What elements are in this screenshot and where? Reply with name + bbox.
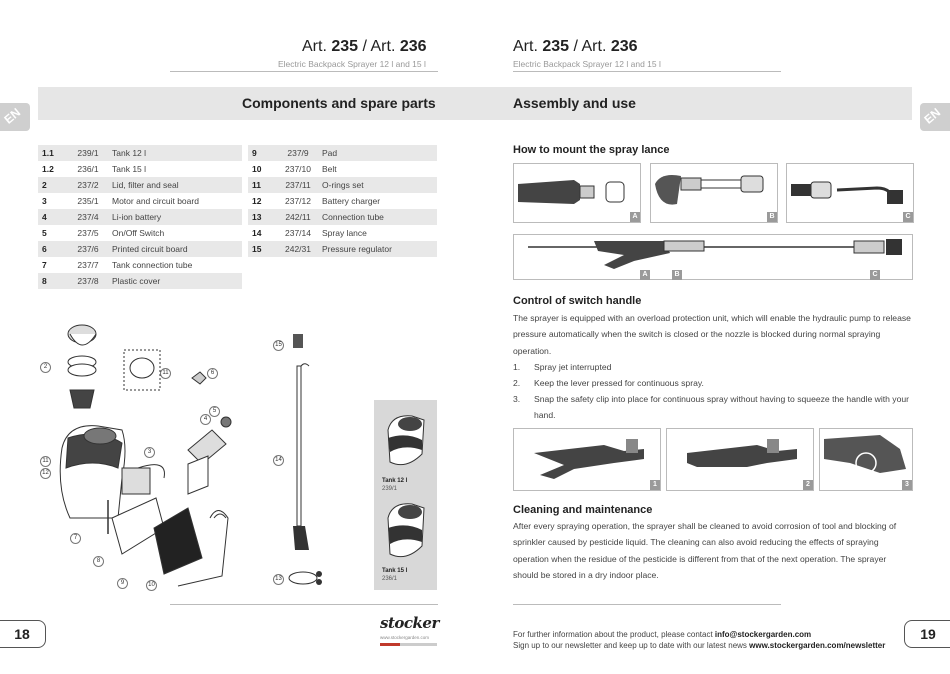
- language-tab-left: EN: [0, 103, 30, 131]
- callout-7: 7: [70, 533, 81, 544]
- switch-part: [188, 417, 231, 494]
- language-tab-right: EN: [920, 103, 950, 131]
- lance-tag-c: C: [870, 270, 880, 280]
- part-name: Tank 15 l: [112, 164, 147, 174]
- handle-tag-3: 3: [902, 480, 912, 490]
- callout-10: 10: [146, 580, 157, 591]
- parts-row: [38, 241, 242, 257]
- article-number: 237/9: [278, 145, 318, 161]
- handle-image-1: [513, 428, 661, 491]
- part-name: Plastic cover: [108, 273, 242, 289]
- newsletter-link[interactable]: www.stockergarden.com/newsletter: [749, 640, 886, 650]
- article-number: 237/2: [68, 177, 108, 193]
- part-name: Lid, filter and seal: [108, 177, 242, 193]
- callout-3: 3: [144, 447, 155, 458]
- parts-row: [248, 225, 437, 241]
- contact-email-link[interactable]: info@stockergarden.com: [714, 630, 812, 639]
- handle-tag-2: 2: [803, 480, 813, 490]
- part-name: On/Off Switch: [112, 228, 165, 238]
- part-number: 6: [38, 241, 68, 257]
- article-number: 235/1: [77, 196, 99, 206]
- callout-15: 15: [273, 340, 284, 351]
- tank-15-image: [382, 498, 430, 564]
- step-2: 2. Keep the lever pressed for continuous spray.: [513, 378, 704, 388]
- right-header-divider: [513, 71, 781, 72]
- article-number: 237/6: [68, 241, 108, 257]
- full-lance-image: [513, 234, 913, 280]
- mount-tag-b: B: [767, 212, 777, 222]
- logo-bar-red: [380, 643, 400, 646]
- tank-12-label: Tank 12 l: [382, 478, 408, 484]
- part-name: Motor and circuit board: [112, 196, 199, 206]
- footer-divider-left: [170, 604, 438, 605]
- tank-12-image: [382, 410, 430, 472]
- cleaning-title: Cleaning and maintenance: [513, 504, 653, 516]
- lance-tag-a: A: [640, 270, 650, 280]
- part-name: Spray lance: [322, 228, 367, 238]
- callout-12: 12: [40, 468, 51, 479]
- control-handle-text: The sprayer is equipped with an overload protection unit, which will enable the hydraulic pump to release pressure automatically when the switch is closed or the nozzle is blocked during normal spraying operation.: [513, 313, 911, 356]
- part-name: Pressure regulator: [318, 241, 437, 257]
- part-name: O-rings set: [318, 177, 437, 193]
- article-number: 242/31: [278, 241, 318, 257]
- part-number: 14: [252, 228, 262, 238]
- mount-lance-title: How to mount the spray lance: [513, 144, 670, 156]
- article-number: 237/5: [77, 228, 99, 238]
- parts-row: [248, 193, 437, 209]
- mount-image-b: [650, 163, 778, 223]
- parts-row: [248, 161, 437, 177]
- mount-tag-a: A: [630, 212, 640, 222]
- stocker-logo: stocker: [380, 614, 439, 632]
- article-number: 237/14: [285, 228, 311, 238]
- parts-row: [248, 145, 437, 161]
- part-name: Battery charger: [322, 196, 381, 206]
- callout-2: 2: [40, 362, 51, 373]
- parts-row: [38, 225, 242, 241]
- callout-11: 11: [40, 456, 51, 467]
- tank-variants-panel: [374, 400, 437, 590]
- spray-lance-diagram: [285, 330, 325, 595]
- lid-part: [68, 325, 96, 408]
- article-number: 237/10: [285, 164, 311, 174]
- cleaning-text: After every spraying operation, the sprayer shall be cleaned to avoid corrosion of tool and blocking of sprinkler caused by pesticide liquid. The cleaning can also avoid reducing the effects of spraying operation when the residue of the pesticide is different from that of the next operation. The sprayer should be stored in a dry indoor place.: [513, 521, 897, 580]
- tank-12-art: 239/1: [382, 486, 398, 492]
- step-3: 3. Snap the safety clip into place for continuous spray without having to squeeze the handle with your hand.: [513, 394, 910, 420]
- handle-tag-1: 1: [650, 480, 660, 490]
- article-number: 239/1: [68, 145, 108, 161]
- part-name: Tank 12 l: [108, 145, 242, 161]
- lance-tag-b: B: [672, 270, 682, 280]
- step-1: 1. Spray jet interrupted: [513, 362, 612, 372]
- part-number: 4: [38, 209, 68, 225]
- tank-part: [60, 426, 125, 518]
- callout-9: 9: [117, 578, 128, 589]
- tank-15-art: 236/1: [382, 576, 398, 582]
- article-number: 237/11: [278, 177, 318, 193]
- parts-row: [38, 257, 242, 273]
- article-number: 242/11: [278, 209, 318, 225]
- part-name: Printed circuit board: [108, 241, 242, 257]
- parts-row: [38, 193, 242, 209]
- callout-5: 5: [209, 406, 220, 417]
- mount-tag-c: C: [903, 212, 913, 222]
- part-name: Li-ion battery: [108, 209, 242, 225]
- article-number: 236/1: [77, 164, 99, 174]
- part-number: 13: [248, 209, 278, 225]
- article-number: 237/7: [77, 260, 99, 270]
- parts-row: [38, 177, 242, 193]
- part-number: 8: [38, 273, 68, 289]
- section-band: [38, 87, 912, 120]
- part-name: Connection tube: [318, 209, 437, 225]
- callout-6-top: 6: [207, 368, 218, 379]
- page-number-left: 18: [0, 620, 46, 648]
- part-name: Belt: [322, 164, 337, 174]
- logo-bar-grey: [400, 643, 437, 646]
- part-number: 2: [38, 177, 68, 193]
- mount-image-a: [513, 163, 641, 223]
- parts-table-left: [38, 145, 242, 289]
- control-steps: [513, 359, 913, 423]
- part-number: 12: [252, 196, 262, 206]
- right-header-subtitle: Electric Backpack Sprayer 12 l and 15 l: [513, 59, 661, 69]
- part-number: 9: [248, 145, 278, 161]
- part-name: Tank connection tube: [112, 260, 193, 270]
- handle-image-2: [666, 428, 814, 491]
- part-number: 7: [42, 260, 47, 270]
- footer-contact: For further information about the product, please contact info@stockergarden.com Sign up to our newsletter and keep up to date with our latest news www.stockergarden.com/newsletter: [513, 630, 886, 650]
- part-number: 3: [42, 196, 47, 206]
- footer-divider-right: [513, 604, 781, 605]
- left-header-subtitle: Electric Backpack Sprayer 12 l and 15 l: [278, 59, 426, 69]
- parts-row: [38, 145, 242, 161]
- right-section-title: Assembly and use: [513, 95, 636, 111]
- handle-image-3: [819, 428, 913, 491]
- article-number: 237/4: [68, 209, 108, 225]
- parts-row: [248, 177, 437, 193]
- part-name: Pad: [318, 145, 437, 161]
- parts-row: [38, 209, 242, 225]
- left-header-title: Art. 235 / Art. 236: [302, 38, 427, 55]
- callout-11-top: 11: [160, 368, 171, 379]
- left-header-divider: [170, 71, 438, 72]
- article-number: 237/8: [68, 273, 108, 289]
- parts-row: [248, 241, 437, 257]
- callout-14: 14: [273, 455, 284, 466]
- part-number: 15: [248, 241, 278, 257]
- part-number: 10: [252, 164, 262, 174]
- callout-8: 8: [93, 556, 104, 567]
- parts-row: [38, 161, 242, 177]
- page-number-right: 19: [904, 620, 950, 648]
- part-number: 1.1: [38, 145, 68, 161]
- callout-4: 4: [200, 414, 211, 425]
- part-number: 5: [42, 228, 47, 238]
- parts-row: [248, 209, 437, 225]
- parts-row: [38, 273, 242, 289]
- part-number: 11: [248, 177, 278, 193]
- control-handle-title: Control of switch handle: [513, 295, 642, 307]
- cover-part: [112, 498, 202, 574]
- motor-part: [122, 465, 164, 494]
- tank-15-label: Tank 15 l: [382, 568, 408, 574]
- left-section-title: Components and spare parts: [242, 95, 436, 111]
- callout-13: 13: [273, 574, 284, 585]
- right-header-title: Art. 235 / Art. 236: [513, 38, 638, 55]
- part-number: 1.2: [42, 164, 54, 174]
- article-number: 237/12: [285, 196, 311, 206]
- mount-image-c: [786, 163, 914, 223]
- logo-url: www.stockergarden.com: [380, 635, 430, 640]
- parts-table-right: [248, 145, 437, 257]
